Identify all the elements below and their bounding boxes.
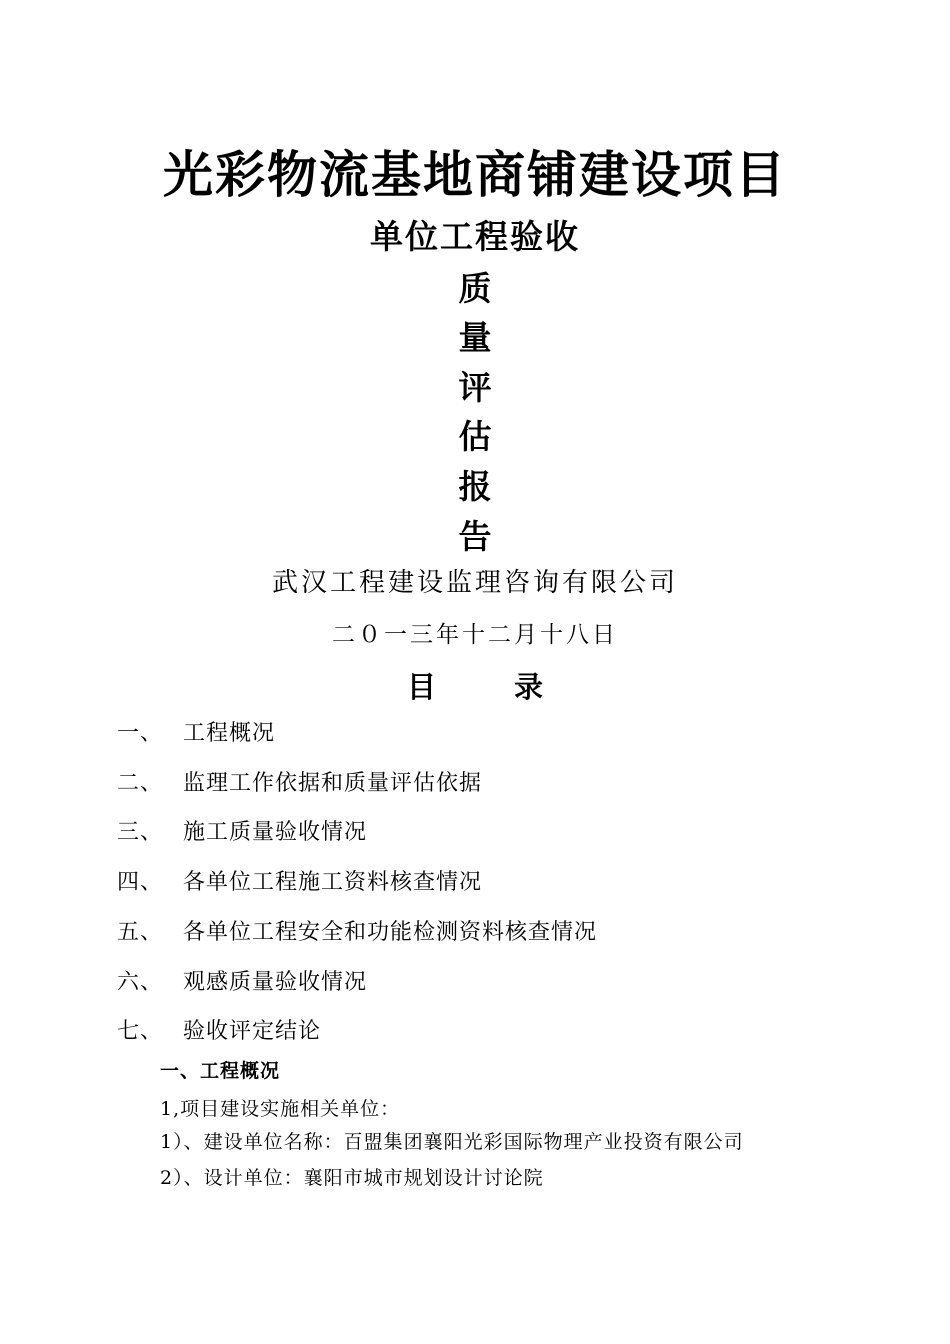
company-name: 武汉工程建设监理咨询有限公司 xyxy=(271,568,678,598)
toc-item xyxy=(117,718,275,750)
toc-heading-left: 目 xyxy=(406,670,436,704)
toc-item-number: 五、 xyxy=(117,920,164,945)
toc-item xyxy=(117,768,482,800)
vertical-title-char: 评 xyxy=(458,368,492,407)
toc-item-text: 施工质量验收情况 xyxy=(183,820,368,845)
toc-item xyxy=(117,817,367,849)
cover-title: 光彩物流基地商铺建设项目 xyxy=(163,145,787,204)
toc-item-number: 七、 xyxy=(117,1019,164,1044)
toc-item-text: 观感质量验收情况 xyxy=(183,970,368,995)
toc-item-number: 二、 xyxy=(117,771,164,796)
toc-item-number: 六、 xyxy=(117,970,164,995)
toc-item-number: 四、 xyxy=(117,870,164,895)
vertical-title-char: 质 xyxy=(458,269,492,308)
toc-heading xyxy=(0,664,950,710)
section-paragraph: 2）、设计单位：襄阳市城市规划设计讨论院 xyxy=(160,1167,544,1189)
toc-item-number: 一、 xyxy=(117,721,164,746)
toc-item xyxy=(117,867,482,899)
toc-item-text: 验收评定结论 xyxy=(183,1019,322,1044)
toc-item-text: 监理工作依据和质量评估依据 xyxy=(183,771,483,796)
toc-item-text: 各单位工程安全和功能检测资料核查情况 xyxy=(183,920,598,945)
toc-item xyxy=(117,967,367,999)
section-heading: 一、工程概况 xyxy=(160,1060,281,1082)
vertical-title-char: 量 xyxy=(458,318,492,357)
toc-item-text: 工程概况 xyxy=(183,721,276,746)
section-paragraph: 1,项目建设实施相关单位： xyxy=(160,1098,401,1120)
vertical-title-char: 报 xyxy=(458,467,492,506)
section-paragraph: 1）、建设单位名称：百盟集团襄阳光彩国际物理产业投资有限公司 xyxy=(160,1131,744,1153)
toc-item-number: 三、 xyxy=(117,820,164,845)
toc-item xyxy=(117,1016,321,1048)
toc-item-text: 各单位工程施工资料核查情况 xyxy=(183,870,483,895)
cover-subtitle: 单位工程验收 xyxy=(370,217,580,256)
report-date: 二０一三年十二月十八日 xyxy=(332,622,618,648)
toc-heading-right: 录 xyxy=(514,670,544,704)
toc-item xyxy=(117,917,597,949)
vertical-title-char: 估 xyxy=(458,417,492,456)
vertical-title-char: 告 xyxy=(458,517,492,556)
